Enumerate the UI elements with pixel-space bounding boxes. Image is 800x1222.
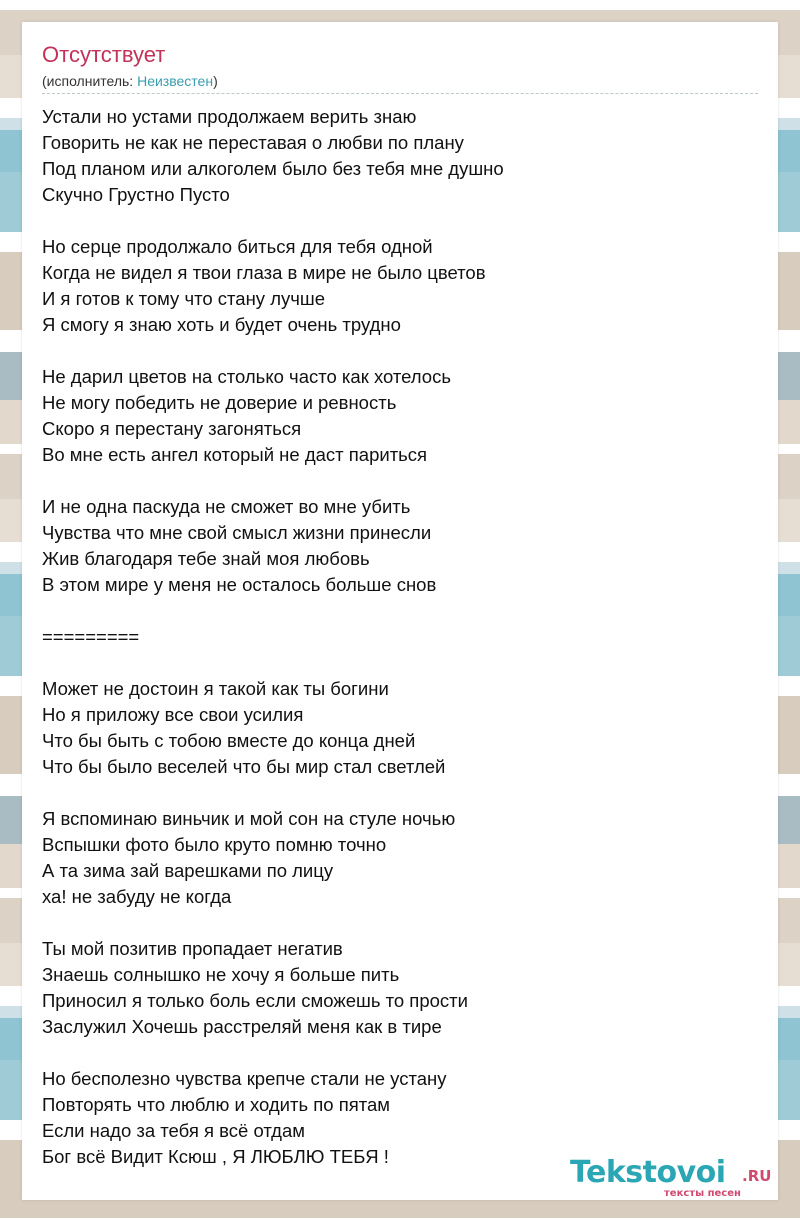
lyric-line: И я готов к тому что стану лучше: [42, 288, 326, 309]
lyric-line: Когда не видел я твои глаза в мире не было цветов: [42, 262, 486, 283]
song-title: Отсутствует: [42, 42, 166, 67]
lyric-line: Но бесполезно чувства крепче стали не устану: [42, 1068, 447, 1089]
lyric-line: Заслужил Хочешь расстреляй меня как в тире: [42, 1016, 442, 1037]
artist-line: [42, 73, 218, 89]
logo-tld: .RU: [742, 1167, 772, 1185]
lyric-line: Устали но устами продолжаем верить знаю: [42, 106, 417, 127]
lyric-line: Знаешь солнышко не хочу я больше пить: [42, 964, 400, 985]
artist-prefix: (исполнитель:: [42, 73, 138, 89]
lyrics-card: [22, 22, 778, 1200]
lyric-line: Повторять что люблю и ходить по пятам: [42, 1094, 391, 1115]
lyric-line: Жив благодаря тебе знай моя любовь: [42, 548, 370, 569]
lyric-line: Может не достоин я такой как ты богини: [42, 678, 389, 699]
lyric-line: Я смогу я знаю хоть и будет очень трудно: [42, 314, 401, 335]
lyric-line: И не одна паскуда не сможет во мне убить: [42, 496, 411, 517]
lyric-line: Приносил я только боль если сможешь то прости: [42, 990, 468, 1011]
lyric-line: Говорить не как не переставая о любви по плану: [42, 132, 464, 153]
title-divider: [42, 93, 758, 94]
lyric-line: Вспышки фото было круто помню точно: [42, 834, 387, 855]
lyric-line: [42, 910, 742, 936]
logo-tagline: тексты песен: [664, 1188, 741, 1199]
lyric-line: Не могу победить не доверие и ревность: [42, 392, 397, 413]
lyric-line: Бог всё Видит Ксюш , Я ЛЮБЛЮ ТЕБЯ !: [42, 1146, 389, 1167]
lyric-line: [42, 780, 742, 806]
lyric-line: Скучно Грустно Пусто: [42, 184, 230, 205]
lyric-line: А та зима зай варешками по лицу: [42, 860, 334, 881]
lyric-line: [42, 208, 742, 234]
lyric-line: [42, 650, 742, 676]
lyric-line: Но я приложу все свои усилия: [42, 704, 304, 725]
lyric-line: [42, 598, 742, 624]
lyrics-text: [42, 104, 742, 1170]
lyric-line: Скоро я перестану загоняться: [42, 418, 302, 439]
lyric-line: Но серце продолжало биться для тебя одной: [42, 236, 433, 257]
logo-name: Tekstovoi: [570, 1155, 726, 1190]
lyric-line: В этом мире у меня не осталось больше снов: [42, 574, 437, 595]
lyric-line: =========: [42, 626, 140, 647]
site-logo[interactable]: [570, 1155, 774, 1203]
lyric-line: Ты мой позитив пропадает негатив: [42, 938, 343, 959]
artist-suffix: ): [213, 73, 218, 89]
lyric-line: Я вспоминаю виньчик и мой сон на стуле ночью: [42, 808, 456, 829]
lyric-line: Под планом или алкоголем было без тебя мне душно: [42, 158, 504, 179]
lyric-line: Что бы было веселей что бы мир стал светлей: [42, 756, 446, 777]
lyric-line: Что бы быть с тобою вместе до конца дней: [42, 730, 416, 751]
lyric-line: [42, 468, 742, 494]
lyric-line: Чувства что мне свой смысл жизни принесли: [42, 522, 432, 543]
lyric-line: Во мне есть ангел который не даст париться: [42, 444, 428, 465]
lyric-line: Если надо за тебя я всё отдам: [42, 1120, 305, 1141]
lyric-line: [42, 338, 742, 364]
lyric-line: Не дарил цветов на столько часто как хотелось: [42, 366, 451, 387]
lyric-line: ха! не забуду не когда: [42, 886, 232, 907]
lyric-line: [42, 1040, 742, 1066]
artist-link[interactable]: Неизвестен: [137, 73, 214, 89]
